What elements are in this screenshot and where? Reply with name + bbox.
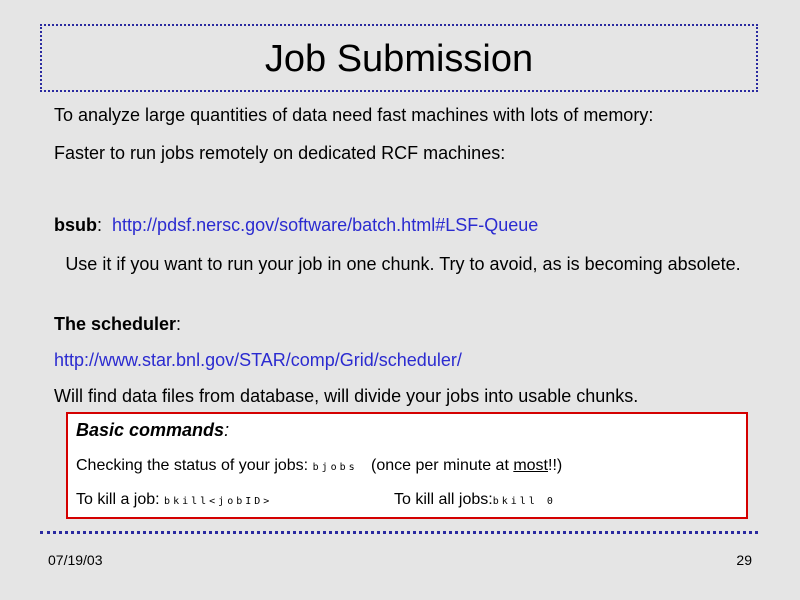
scheduler-link[interactable]: http://www.star.bnl.gov/STAR/comp/Grid/scheduler/: [54, 350, 462, 370]
killall-command: bkill 0: [492, 496, 556, 507]
scheduler-label: The scheduler: [54, 314, 177, 334]
kill-label: To kill a job:: [76, 491, 160, 508]
bottom-divider: [40, 531, 758, 534]
scheduler-note: Will find data files from database, will divide your jobs into usable chunks.: [54, 386, 639, 406]
kill-row: [76, 491, 272, 509]
killall-row: [394, 491, 556, 509]
status-note-pre: (once per minute at: [371, 457, 514, 474]
bsub-note: Use it if you want to run your job in one chunk. Try to avoid, as is becoming absolete.: [65, 254, 741, 274]
status-label: Checking the status of your jobs:: [76, 457, 309, 474]
footer-date: 07/19/03: [48, 552, 103, 568]
slide-title: Job Submission: [264, 37, 534, 80]
killall-label: To kill all jobs:: [394, 491, 493, 508]
bsub-line: [54, 215, 538, 236]
heading-colon: :: [224, 420, 230, 440]
basic-commands-heading: [76, 420, 229, 441]
status-row: [76, 457, 562, 475]
status-note-most: most: [513, 457, 548, 474]
heading-text: Basic commands: [76, 420, 225, 440]
bsub-label: bsub: [54, 215, 97, 235]
title-box: [40, 24, 758, 92]
intro-line-2: Faster to run jobs remotely on dedicated RCF machines:: [54, 143, 506, 163]
status-command: bjobs: [312, 462, 358, 473]
bsub-link[interactable]: http://pdsf.nersc.gov/software/batch.html#LSF-Queue: [112, 215, 539, 235]
intro-line-1: To analyze large quantities of data need fast machines with lots of memory:: [54, 105, 654, 125]
footer-page-number: 29: [736, 552, 752, 568]
scheduler-colon: :: [176, 314, 182, 334]
bsub-colon: :: [97, 215, 103, 235]
scheduler-line: [54, 314, 181, 335]
basic-commands-box: [66, 412, 748, 519]
status-note-post: !!): [548, 457, 563, 474]
kill-command: bkill<jobID>: [164, 496, 273, 507]
